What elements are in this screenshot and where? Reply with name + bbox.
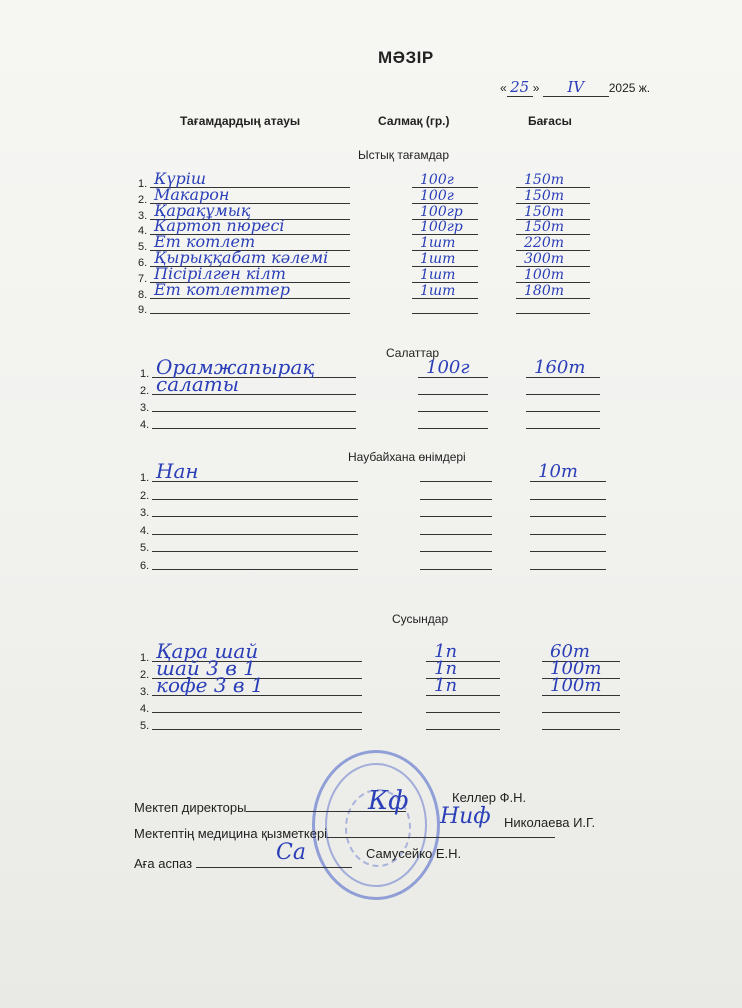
dish-weight: 100г (426, 357, 470, 378)
menu-row (0, 556, 742, 570)
row-number: 1. (138, 178, 148, 190)
dish-weight-line (418, 428, 488, 429)
section-title-salads: Салаттар (386, 346, 440, 360)
row-number: 6. (138, 257, 148, 269)
dish-price-line (516, 313, 590, 314)
date-day: 25 (507, 78, 533, 97)
signature-line-director (134, 800, 406, 815)
dish-weight-line (420, 499, 492, 500)
dish-weight: 1шт (420, 282, 456, 299)
chef-name: Самусейко Е.Н. (366, 846, 462, 861)
dish-price: 100т (550, 675, 602, 696)
dish-weight: 1шт (420, 266, 456, 283)
medic-signature: Ниф (440, 804, 491, 829)
menu-row (0, 216, 742, 238)
date-month: IV (543, 78, 609, 97)
dish-price: 150т (524, 172, 564, 188)
dish-weight: 100г (420, 172, 454, 188)
menu-row (0, 184, 742, 206)
menu-row (0, 503, 742, 517)
row-number: 3. (138, 209, 148, 222)
dish-name-line (152, 712, 362, 713)
menu-row (0, 521, 742, 535)
dish-name-line (152, 516, 358, 517)
menu-row (0, 279, 742, 301)
signature-line-medic (134, 826, 555, 841)
chef-role: Аға аспаз (134, 856, 193, 871)
dish-name: Орамжапырақ (156, 355, 315, 379)
dish-name-line (152, 411, 356, 412)
menu-row (0, 486, 742, 500)
dish-price-line (526, 428, 600, 429)
menu-row (0, 232, 742, 254)
chef-signature: Са (276, 840, 306, 865)
row-number: 1. (140, 368, 150, 380)
row-number: 3. (140, 686, 150, 698)
dish-weight-line (418, 411, 488, 412)
page-title: МӘЗІР (378, 48, 434, 67)
dish-price-line (530, 499, 606, 500)
dish-price-line (526, 411, 600, 412)
dish-price: 220т (524, 235, 564, 252)
menu-row (0, 538, 742, 552)
row-number: 2. (140, 385, 150, 397)
dish-price-line (530, 516, 606, 517)
dish-name: Ет котлет (154, 232, 256, 252)
dish-price: 150т (524, 187, 564, 204)
dish-weight: 1п (434, 675, 458, 696)
row-number: 4. (138, 225, 148, 238)
row-number: 1. (140, 652, 150, 664)
menu-row (0, 248, 742, 269)
dish-name-line (152, 534, 358, 535)
director-name: Келлер Ф.Н. (452, 790, 527, 805)
dish-weight: 1п (434, 641, 458, 662)
dish-price-line (530, 551, 606, 552)
menu-row (0, 459, 742, 484)
director-role: Мектеп директоры (134, 800, 247, 815)
dish-weight-line (418, 394, 488, 395)
dish-price: 60т (550, 641, 590, 662)
dish-weight-line (420, 551, 492, 552)
medic-name: Николаева И.Г. (504, 815, 596, 830)
dish-name: Нан (156, 459, 199, 483)
dish-name-line (152, 499, 358, 500)
dish-weight-line (412, 313, 478, 314)
row-number: 4. (140, 703, 150, 715)
dish-weight-line (420, 516, 492, 517)
row-number: 3. (140, 402, 150, 414)
dish-name: Қара шай (156, 639, 259, 663)
dish-name-line (152, 729, 362, 730)
dish-weight: 1шт (420, 251, 456, 267)
dish-weight: 100г (420, 187, 454, 204)
dish-price: 100т (524, 266, 564, 283)
menu-row (0, 673, 742, 698)
dish-price-line (530, 569, 606, 570)
row-number: 6. (140, 559, 150, 572)
dish-name-line (150, 313, 350, 314)
menu-row (0, 716, 742, 730)
dish-name-line (152, 551, 358, 552)
row-number: 1. (140, 472, 150, 484)
row-number: 9. (138, 304, 148, 317)
menu-row (0, 200, 742, 222)
dish-name: кофе 3 в 1 (156, 673, 264, 697)
dish-price: 160т (534, 357, 586, 378)
dish-weight-line (426, 712, 500, 713)
medic-role: Мектептің медицина қызметкері (134, 826, 328, 841)
dish-weight-line (420, 534, 492, 535)
menu-row (0, 355, 742, 380)
dish-name: Ет котлеттер (154, 279, 291, 299)
dish-price: 150т (524, 203, 564, 220)
section-title-hot: Ыстық тағамдар (358, 148, 450, 162)
dish-price: 10т (538, 461, 578, 482)
dish-weight: 100гр (420, 219, 463, 236)
menu-row (0, 639, 742, 664)
signature-line-chef (134, 856, 352, 871)
row-number: 5. (140, 542, 150, 554)
dish-price: 180т (524, 282, 564, 299)
dish-price-line (542, 729, 620, 730)
dish-name: Қырыққабат кәлемі (154, 248, 329, 267)
menu-row (0, 656, 742, 681)
dish-price: 100т (550, 658, 602, 679)
row-number: 2. (140, 489, 150, 502)
row-number: 4. (140, 419, 150, 431)
row-number: 5. (140, 720, 150, 732)
menu-row (0, 372, 742, 397)
dish-weight-line (420, 481, 492, 482)
dish-name: шай 3 в 1 (156, 656, 256, 680)
column-header-name: Тағамдардың атауы (180, 114, 301, 128)
dish-weight: 100гр (420, 203, 463, 220)
menu-row (0, 300, 742, 317)
dish-name-line (152, 428, 356, 429)
dish-weight-line (426, 729, 500, 730)
row-number: 8. (138, 288, 148, 301)
dish-weight-line (420, 569, 492, 570)
menu-row (0, 263, 742, 285)
section-title-drinks: Сусындар (392, 612, 449, 626)
row-number: 2. (140, 669, 150, 681)
date-line: « 25 » IV 2025 ж. (500, 78, 651, 96)
dish-price-line (542, 712, 620, 713)
dish-price: 150т (524, 219, 564, 236)
dish-name: Пісірілген кілт (154, 263, 286, 283)
section-title-bakery: Наубайхана өнімдері (348, 450, 466, 464)
dish-name: Күріш (154, 169, 207, 188)
official-stamp (312, 750, 440, 900)
row-number: 4. (140, 524, 150, 537)
row-number: 5. (138, 241, 148, 254)
dish-weight: 1шт (420, 235, 456, 252)
row-number: 2. (138, 193, 148, 206)
dish-price-line (530, 534, 606, 535)
dish-price: 300т (524, 251, 564, 267)
dish-name: Қарақұмық (154, 200, 251, 220)
menu-row (0, 398, 742, 412)
dish-weight: 1п (434, 658, 458, 679)
row-number: 7. (138, 272, 148, 285)
row-number: 3. (140, 507, 150, 519)
dish-name: салаты (156, 372, 240, 396)
dish-name: Картоп пюресі (154, 216, 285, 236)
dish-price-line (526, 394, 600, 395)
dish-name-line (152, 569, 358, 570)
menu-row (0, 169, 742, 190)
column-header-price: Бағасы (528, 114, 572, 128)
dish-name: Макарон (154, 184, 230, 204)
menu-row (0, 699, 742, 713)
date-year: 2025 ж. (608, 81, 651, 95)
menu-row (0, 415, 742, 429)
column-header-weight: Салмақ (гр.) (378, 114, 450, 128)
director-signature: Кф (368, 786, 409, 816)
